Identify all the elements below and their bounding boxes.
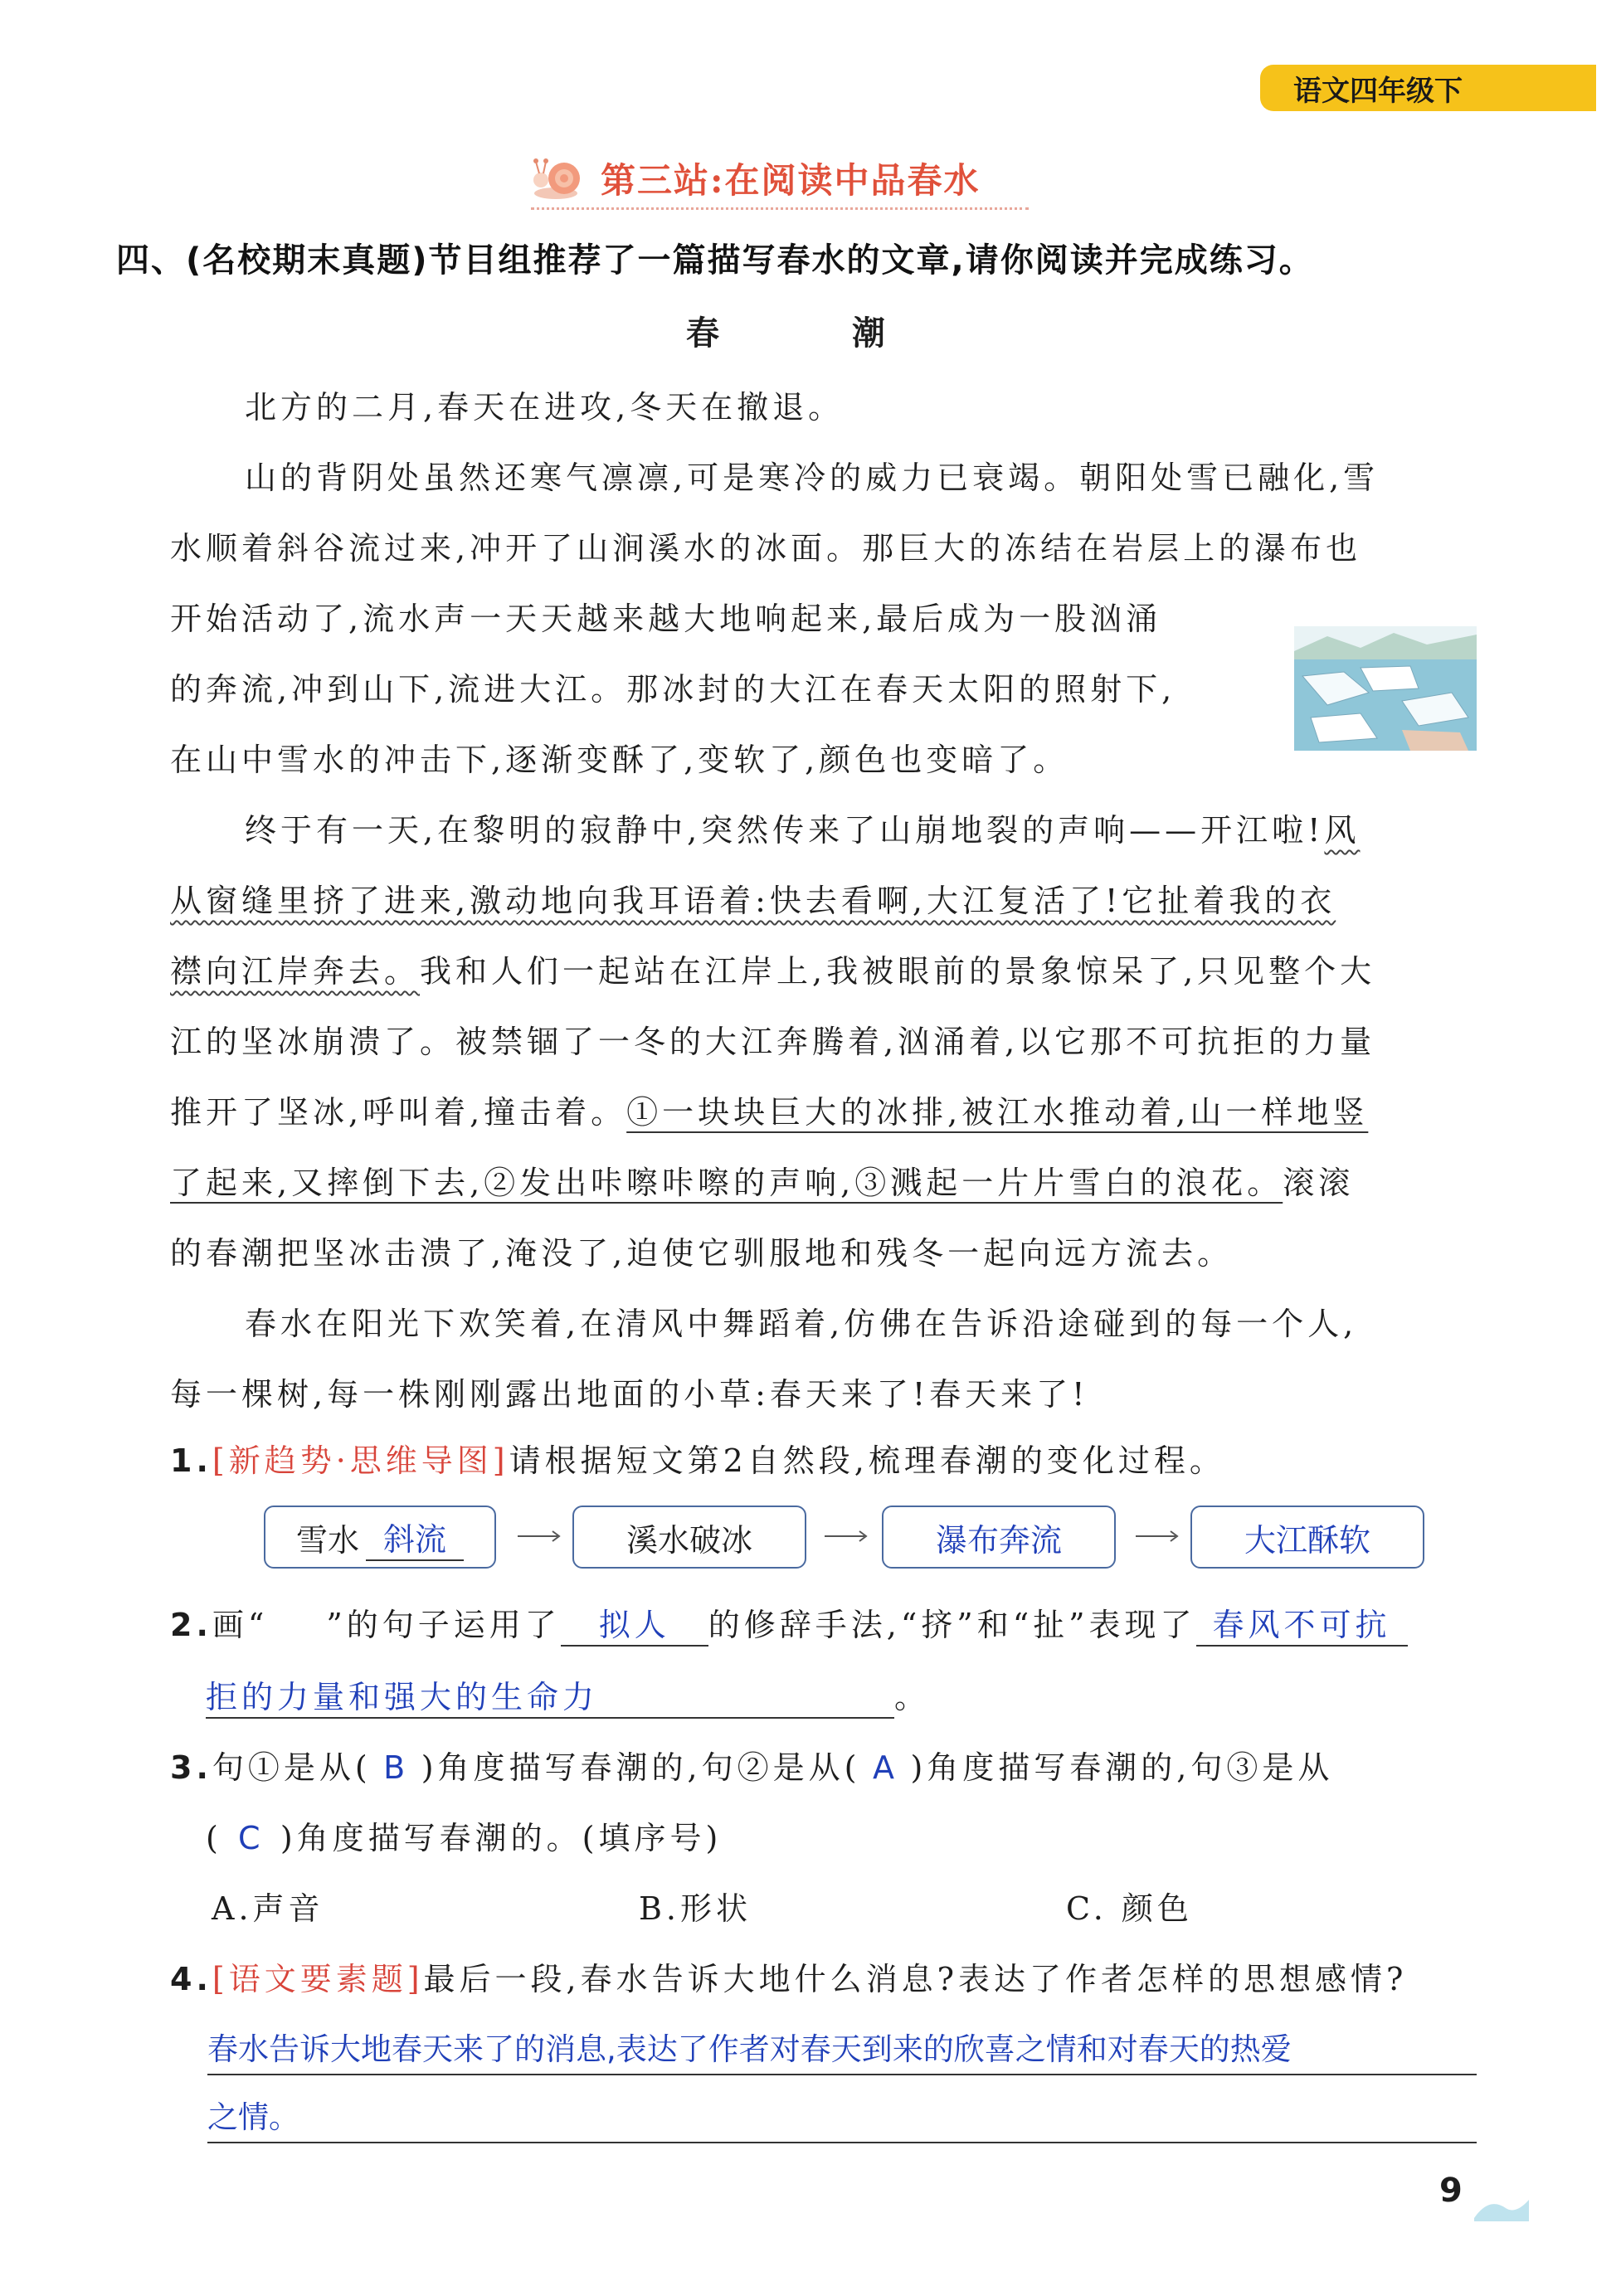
article-line: 的春潮把坚冰击溃了,淹没了,迫使它驯服地和残冬一起向远方流去。 bbox=[170, 1235, 1234, 1272]
arrow-icon bbox=[514, 1520, 564, 1553]
arrow-icon bbox=[821, 1520, 871, 1553]
article-line: 终于有一天,在黎明的寂静中,突然传来了山崩地裂的声响——开江啦!风 bbox=[245, 812, 1361, 849]
underlined-text: 了起来,又摔倒下去,②发出咔嚓咔嚓的声响,③溅起一片片雪白的浪花。 bbox=[170, 1165, 1283, 1201]
option-b: B.形状 bbox=[639, 1890, 752, 1927]
wavy-underlined-text: 风 bbox=[1324, 812, 1361, 849]
question-tag: [新趋势·思维导图] bbox=[212, 1442, 509, 1479]
question-2: 2.画“ ”的句子运用了 拟人 的修辞手法,“挤”和“扯”表现了 春风不可抗 bbox=[170, 1599, 1473, 1647]
question-2-cont: 拒的力量和强大的生命力 。 bbox=[206, 1671, 1508, 1719]
answer-text: 之情。 bbox=[207, 2092, 1477, 2143]
station-title: 第三站:在阅读中品春水 bbox=[601, 160, 981, 201]
answer-text: 斜流 bbox=[366, 1514, 464, 1561]
answer-text: 春水告诉大地春天来了的消息,表达了作者对春天到来的欣喜之情和对春天的热爱 bbox=[207, 2024, 1477, 2075]
article-line: 开始活动了,流水声一天天越来越大地响起来,最后成为一股汹涌 bbox=[170, 601, 1162, 637]
question-4: 4.[语文要素题]最后一段,春水告诉大地什么消息?表达了作者怎样的思想感情? bbox=[170, 1961, 1408, 1997]
snail-icon bbox=[531, 153, 589, 203]
article-line: 北方的二月,春天在进攻,冬天在撤退。 bbox=[245, 389, 845, 426]
wavy-underlined-text: 从窗缝里挤了进来,激动地向我耳语着:快去看啊,大江复活了!它扯着我的衣 bbox=[170, 883, 1336, 919]
answer-text: 拒的力量和强大的生命力 bbox=[206, 1671, 894, 1719]
question-3-cont: ( C )角度描写春潮的。(填序号) bbox=[206, 1820, 723, 1856]
wavy-underlined-text: 襟向江岸奔去。 bbox=[170, 953, 421, 990]
grade-tab: 语文四年级下 bbox=[1260, 65, 1596, 111]
article-line: 江的坚冰崩溃了。被禁锢了一冬的大江奔腾着,汹涌着,以它那不可抗拒的力量 bbox=[170, 1024, 1376, 1060]
question-3: 3.句①是从( B )角度描写春潮的,句②是从( A )角度描写春潮的,句③是从 bbox=[170, 1749, 1334, 1786]
article-line: 春水在阳光下欢笑着,在清风中舞蹈着,仿佛在告诉沿途碰到的每一个人, bbox=[245, 1306, 1358, 1342]
question-1: 1.[新趋势·思维导图]请根据短文第2自然段,梳理春潮的变化过程。 bbox=[170, 1442, 1225, 1479]
answer-text: 拟人 bbox=[561, 1599, 708, 1647]
arrow-icon bbox=[1132, 1520, 1182, 1553]
answer-text: C bbox=[238, 1820, 265, 1856]
option-c: C. 颜色 bbox=[1066, 1890, 1193, 1927]
station-header bbox=[531, 149, 981, 207]
article-line: 襟向江岸奔去。我和人们一起站在江岸上,我被眼前的景象惊呆了,只见整个大 bbox=[170, 953, 1376, 990]
wavy-line-sample bbox=[268, 1607, 326, 1643]
article-line: 在山中雪水的冲击下,逐渐变酥了,变软了,颜色也变暗了。 bbox=[170, 742, 1069, 778]
question-tag: [语文要素题] bbox=[212, 1961, 424, 1997]
flow-box-3: 瀑布奔流 bbox=[882, 1506, 1116, 1569]
article-line: 推开了坚冰,呼叫着,撞击着。①一块块巨大的冰排,被江水推动着,山一样地竖 bbox=[170, 1094, 1369, 1131]
question-four-heading: 四、(名校期末真题)节目组推荐了一篇描写春水的文章,请你阅读并完成练习。 bbox=[116, 241, 1314, 280]
wave-decoration-icon bbox=[1473, 2190, 1531, 2223]
article-line: 的奔流,冲到山下,流进大江。那冰封的大江在春天太阳的照射下, bbox=[170, 671, 1176, 708]
underlined-text: ①一块块巨大的冰排,被江水推动着,山一样地竖 bbox=[626, 1094, 1369, 1131]
flow-box-2: 溪水破冰 bbox=[572, 1506, 806, 1569]
article-title: 春 潮 bbox=[686, 314, 935, 353]
article-line bbox=[170, 875, 1473, 921]
page-number: 9 bbox=[1439, 2172, 1463, 2210]
station-divider bbox=[531, 207, 1029, 210]
answer-text: A bbox=[872, 1749, 898, 1786]
answer-text: 春风不可抗 bbox=[1196, 1599, 1408, 1647]
article-line: 每一棵树,每一株刚刚露出地面的小草:春天来了!春天来了! bbox=[170, 1376, 1089, 1413]
flow-box-1: 雪水 斜流 bbox=[264, 1506, 496, 1569]
article-line: 山的背阴处虽然还寒气凛凛,可是寒冷的威力已衰竭。朝阳处雪已融化,雪 bbox=[245, 460, 1380, 496]
article-line: 水顺着斜谷流过来,冲开了山涧溪水的冰面。那巨大的冻结在岩层上的瀑布也 bbox=[170, 530, 1362, 567]
river-illustration bbox=[1294, 626, 1477, 751]
article-line: 了起来,又摔倒下去,②发出咔嚓咔嚓的声响,③溅起一片片雪白的浪花。滚滚 bbox=[170, 1165, 1355, 1201]
option-a: A.声音 bbox=[212, 1890, 324, 1927]
flow-box-4: 大江酥软 bbox=[1190, 1506, 1424, 1569]
answer-text: B bbox=[383, 1749, 410, 1786]
